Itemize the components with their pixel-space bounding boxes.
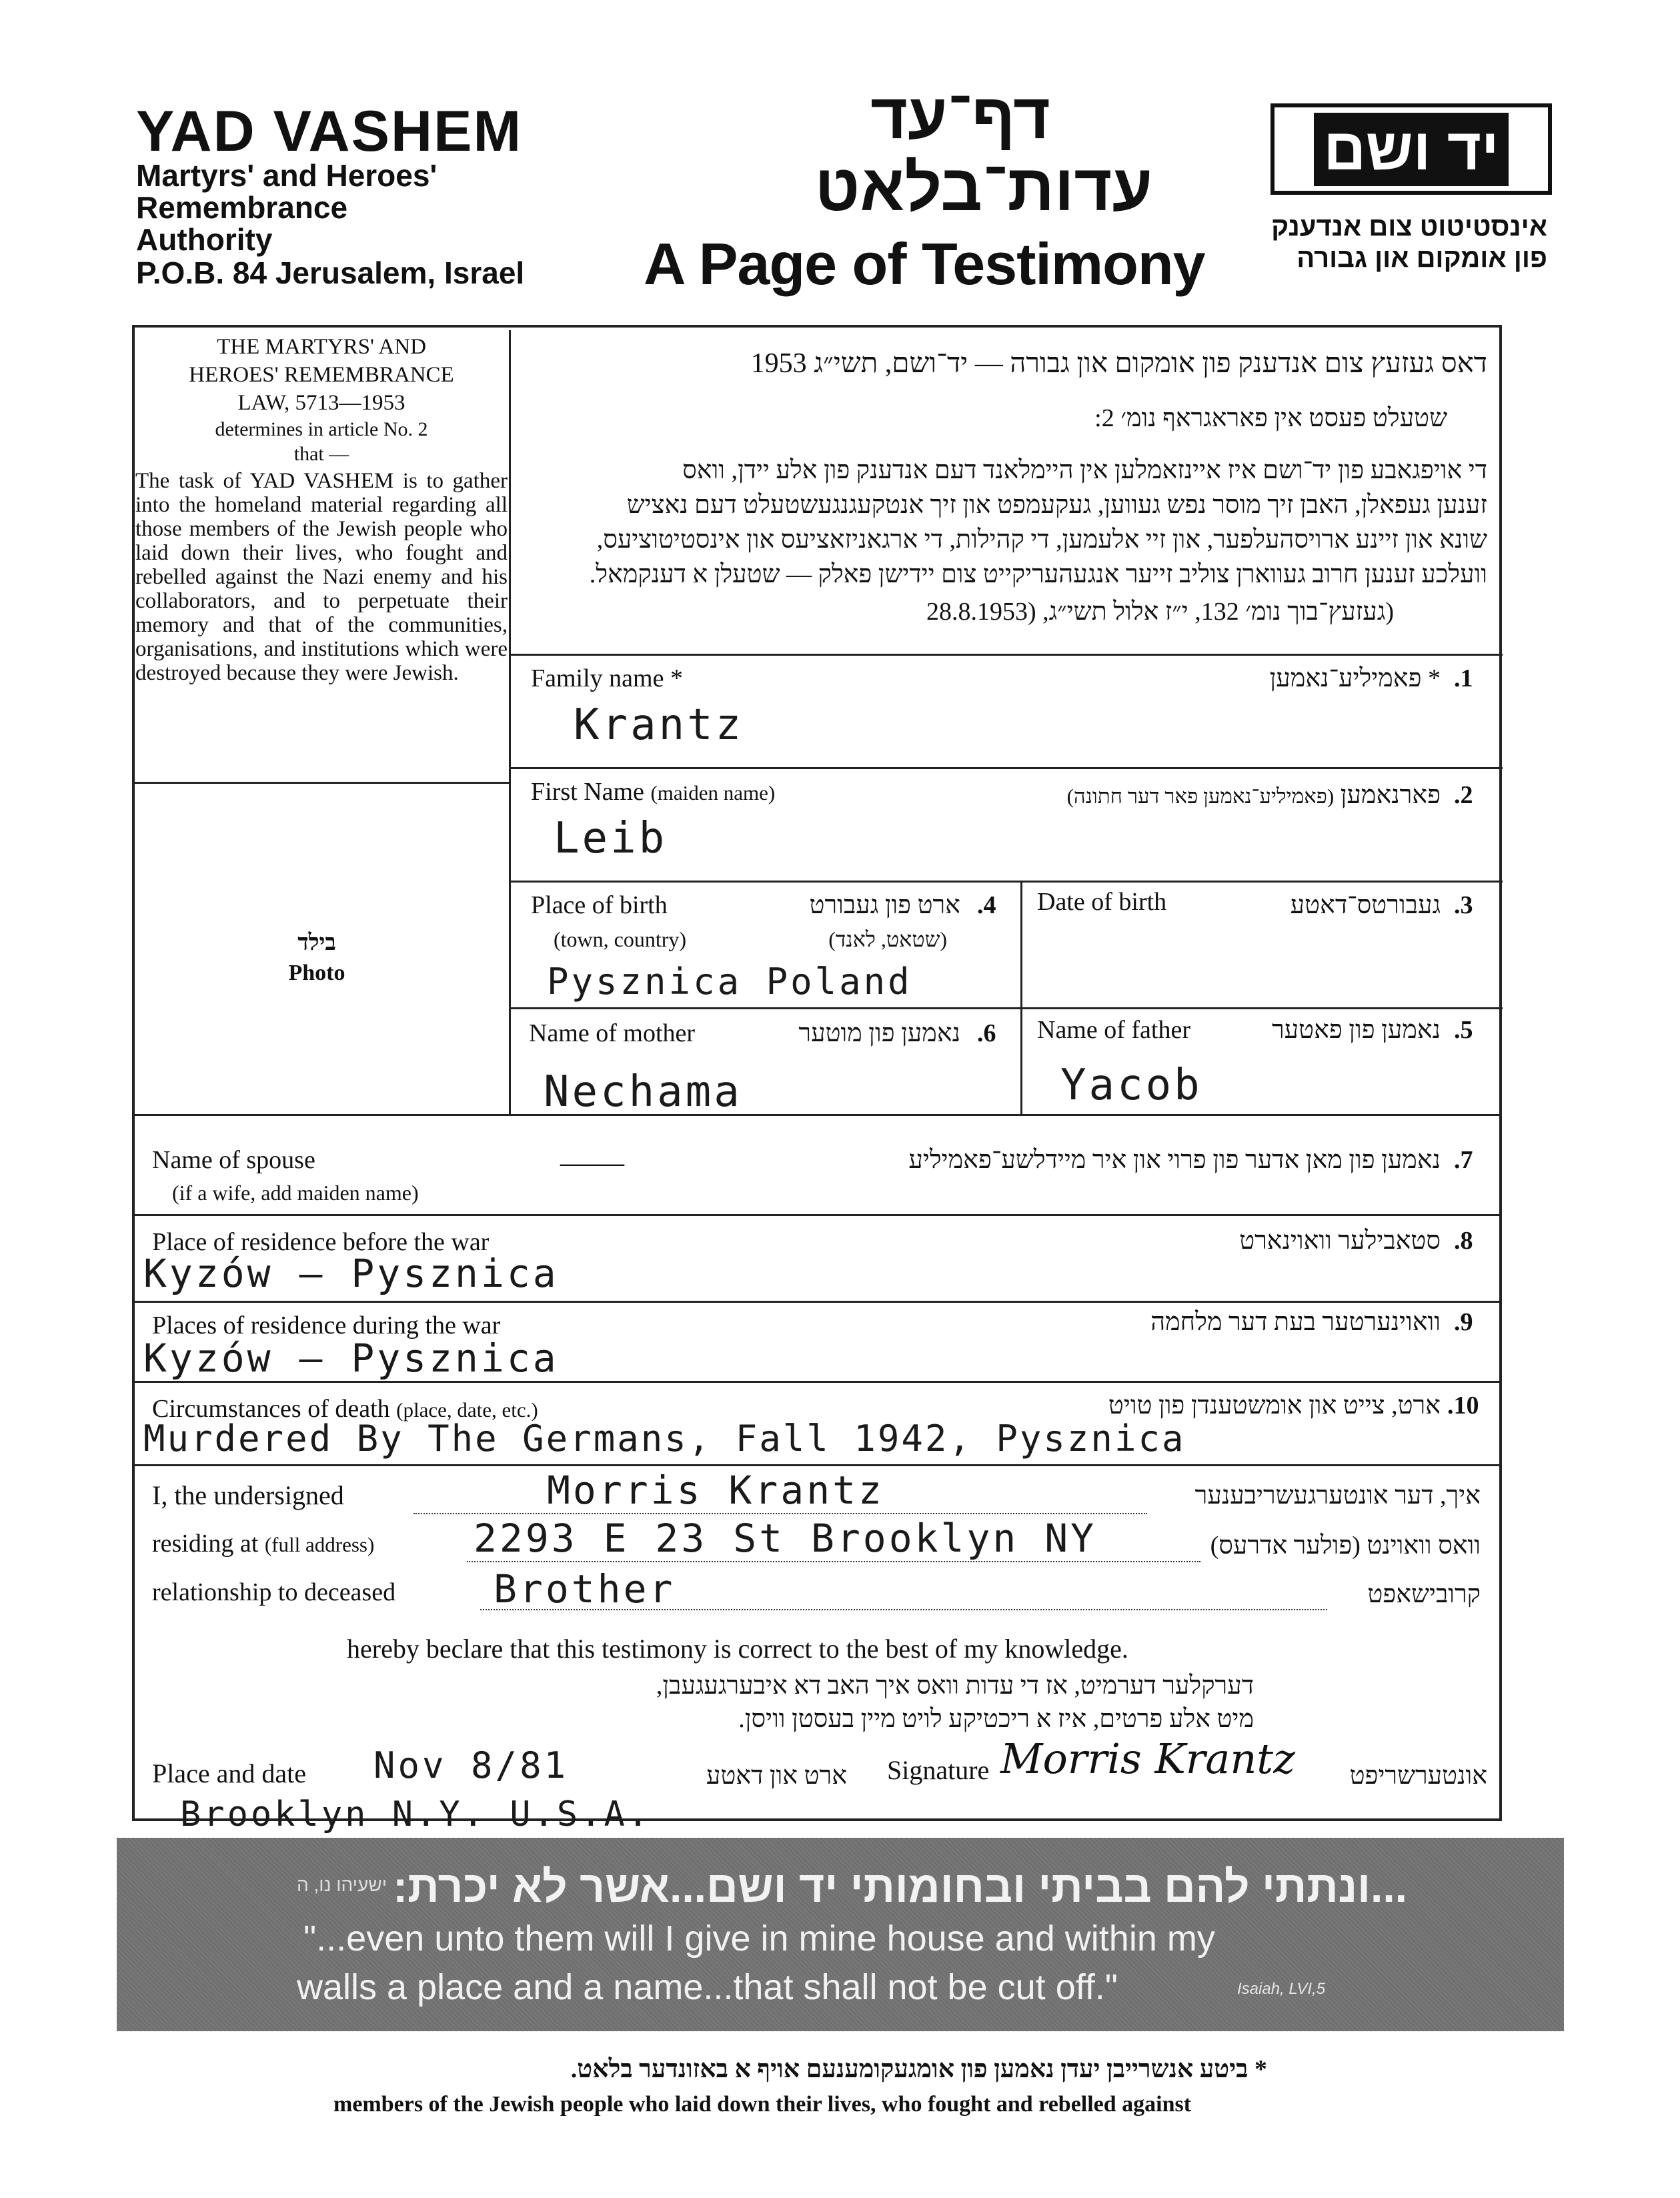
relationship-label-yiddish: קרובישאפט bbox=[1367, 1580, 1481, 1608]
page-title: A Page of Testimony bbox=[644, 231, 1205, 297]
place-of-birth-note-yiddish: (שטאט, לאנד) bbox=[828, 927, 947, 951]
org-line-2: Remembrance bbox=[136, 190, 348, 225]
law-yiddish-3: די אויפגאבע פון יד־ושם איז איינזאמלען אין היימלאנד דעם אנדענק פון אלע יידן, וואס bbox=[682, 456, 1487, 484]
org-title: YAD VASHEM bbox=[136, 99, 523, 163]
footnote-yiddish: * ביטע אנשרייבן יעדן נאמען פון אומגעקומענעם אויף א באזונדער בלאט. bbox=[570, 2055, 1267, 2083]
org-line-1: Martyrs' and Heroes' bbox=[136, 158, 438, 193]
field-number-7: .7 bbox=[1454, 1146, 1473, 1174]
residing-at-label bbox=[152, 1529, 374, 1558]
title-hebrew-2: עדות־בלאט bbox=[814, 151, 1153, 224]
residence-before-war-label: Place of residence before the war bbox=[152, 1228, 490, 1256]
declaration-yiddish-1: דערקלער דערמיט, אז די עדות וואס איך האב דא איבערגעגעבן, bbox=[656, 1672, 1254, 1700]
residing-at-value[interactable]: 2293 E 23 St Brooklyn NY bbox=[474, 1516, 1097, 1561]
field-number-3: .3 bbox=[1454, 891, 1473, 919]
logo-text: יד ושם bbox=[1314, 113, 1508, 186]
first-name-label bbox=[531, 777, 775, 806]
mother-name-value[interactable]: Nechama bbox=[544, 1067, 742, 1117]
field-number-8: .8 bbox=[1454, 1227, 1473, 1255]
first-name-label-text: First Name bbox=[531, 778, 644, 806]
first-name-label-yiddish bbox=[1000, 780, 1441, 810]
law-yiddish-6: וועלכע זענען חרוב געווארן צוליב זייער אנגעהעריקייט צום יידישן פאלק — שטעלן א דענקמאל. bbox=[589, 560, 1487, 588]
father-name-value[interactable]: Yacob bbox=[1060, 1061, 1202, 1110]
field-number-2: .2 bbox=[1454, 781, 1473, 809]
place-of-birth-label-yiddish: ארט פון געבורט bbox=[809, 891, 960, 919]
relationship-label: relationship to deceased bbox=[152, 1578, 396, 1606]
date-value[interactable]: Nov 8/81 bbox=[373, 1744, 569, 1786]
law-yiddish-2: שטעלט פעסט אין פאראגראף נומ׳ 2: bbox=[1094, 404, 1447, 432]
law-yiddish-5: שונא און זיינע ארויסהעלפער, און זיי אלעמען, די קהילות, די ארגאניזאציעס און אינסטיטוציעס, bbox=[596, 526, 1487, 554]
family-name-value[interactable]: Krantz bbox=[574, 700, 744, 750]
place-date-label: Place and date bbox=[152, 1758, 306, 1788]
field-number-1: .1 bbox=[1454, 664, 1473, 692]
banner-hebrew-verse: ...ונתתי להם בביתי ובחומותי יד ושם...אשר לא יכרת: bbox=[393, 1862, 1407, 1911]
divider-row-6 bbox=[132, 1214, 1502, 1216]
field-number-10: .10 bbox=[1447, 1392, 1479, 1420]
field-number-6: .6 bbox=[977, 1019, 996, 1047]
divider-row-1 bbox=[509, 654, 1503, 656]
first-name-value[interactable]: Leib bbox=[554, 814, 668, 863]
residence-during-war-label-yiddish: וואוינערטער בעת דער מלחמה bbox=[1150, 1308, 1441, 1336]
signature-label: Signature bbox=[887, 1755, 990, 1785]
org-line-3: Authority bbox=[136, 222, 273, 257]
divider-row-5 bbox=[132, 1114, 1502, 1116]
yad-vashem-logo bbox=[1271, 103, 1552, 195]
footnote-english: members of the Jewish people who laid down their lives, who fought and rebelled against bbox=[333, 2092, 1192, 2117]
first-name-label-note: (maiden name) bbox=[650, 781, 776, 804]
mother-name-label: Name of mother bbox=[529, 1019, 696, 1047]
declaration-yiddish-2: מיט אלע פרטים, איז א ריכטיקע לויט מיין בעסטן וויסן. bbox=[738, 1705, 1254, 1733]
father-name-label: Name of father bbox=[1037, 1016, 1190, 1044]
divider-row-8 bbox=[132, 1381, 1502, 1383]
place-date-label-yiddish: ארט און דאטע bbox=[706, 1762, 847, 1790]
residing-at-note: (full address) bbox=[264, 1533, 375, 1556]
undersigned-label-yiddish: איך, דער אונטערגעשריבענער bbox=[1194, 1482, 1481, 1510]
divider-row-4 bbox=[509, 1007, 1503, 1009]
spouse-name-label-yiddish: נאמען פון מאן אדער פון פרוי און איר מיידלשע־פאמיליע bbox=[908, 1146, 1441, 1174]
divider-law-photo bbox=[132, 782, 509, 784]
signature-value[interactable]: Morris Krantz bbox=[1000, 1734, 1295, 1783]
place-value[interactable]: Brooklyn N.Y. U.S.A. bbox=[180, 1794, 652, 1834]
law-yiddish-7: (געזעץ־בוך נומ׳ 132, י״ז אלול תשי״ג, (28.8.1953 bbox=[926, 598, 1394, 626]
circumstances-of-death-label-text: Circumstances of death bbox=[152, 1395, 390, 1423]
banner-english-verse-1: "...even unto them will I give in mine house and within my bbox=[303, 1918, 1215, 1959]
field-number-9: .9 bbox=[1454, 1308, 1473, 1336]
photo-label-hebrew: בילד bbox=[297, 931, 336, 955]
undersigned-value[interactable]: Morris Krantz bbox=[547, 1468, 884, 1513]
law-heading-5: that — bbox=[293, 443, 349, 465]
date-of-birth-label-yiddish: געבורטס־דאטע bbox=[1290, 891, 1441, 919]
divider-left-column bbox=[509, 330, 511, 1114]
law-body: The task of YAD VASHEM is to gather into the homeland material regarding all those members of the Jewish people who laid down their lives, who fought and rebelled against the Nazi enemy and his collaborators, and to perpetuate their memory and that of the communities, organisations, and institutions which were destroyed because they were Jewish. bbox=[135, 469, 508, 685]
law-heading-4: determines in article No. 2 bbox=[215, 418, 428, 440]
residing-at-line bbox=[467, 1561, 1200, 1562]
place-of-birth-note: (town, country) bbox=[554, 927, 687, 951]
circumstances-of-death-value[interactable]: Murdered By The Germans, Fall 1942, Pysznica bbox=[143, 1418, 1186, 1460]
circumstances-of-death-label-yiddish: ארט, צייט און אומשטענדן פון טויט bbox=[1108, 1392, 1441, 1420]
law-heading-3: LAW, 5713—1953 bbox=[237, 391, 405, 415]
field-number-5: .5 bbox=[1454, 1016, 1473, 1044]
divider-row-7 bbox=[132, 1301, 1502, 1303]
banner-hebrew-reference: ישעיהו נו, ה bbox=[297, 1874, 387, 1895]
undersigned-label: I, the undersigned bbox=[152, 1480, 344, 1510]
photo-label: Photo bbox=[288, 961, 345, 985]
law-heading-2: HEROES' REMEMBRANCE bbox=[189, 363, 454, 387]
family-name-label: Family name * bbox=[531, 664, 683, 692]
divider-row-9 bbox=[132, 1464, 1502, 1466]
declaration-text: hereby beclare that this testimony is correct to the best of my knowledge. bbox=[347, 1634, 1128, 1664]
org-line-4: P.O.B. 84 Jerusalem, Israel bbox=[136, 255, 525, 290]
field-number-4: .4 bbox=[977, 891, 996, 919]
logo-subtitle-2: פון אומקום און גבורה bbox=[1297, 243, 1547, 273]
banner-reference: Isaiah, LVI,5 bbox=[1237, 1980, 1326, 1998]
mother-name-label-yiddish: נאמען פון מוטער bbox=[798, 1019, 960, 1047]
law-excerpt bbox=[135, 330, 508, 685]
divider-middle bbox=[1020, 881, 1022, 1114]
place-of-birth-value[interactable]: Pysznica Poland bbox=[547, 961, 912, 1003]
place-of-birth-label: Place of birth bbox=[531, 891, 668, 919]
signature-label-yiddish: אונטערשריפט bbox=[1349, 1762, 1487, 1790]
first-name-label-yiddish-note: (פאמיליע־נאמען פאר דער חתונה) bbox=[1066, 784, 1335, 808]
relationship-value[interactable]: Brother bbox=[494, 1566, 676, 1612]
divider-row-3 bbox=[509, 881, 1503, 883]
residence-before-war-label-yiddish: סטאבילער וואוינארט bbox=[1239, 1227, 1441, 1255]
law-yiddish-1: דאס געזעץ צום אנדענק פון אומקום און גבורה — יד־ושם, תשי״ג 1953 bbox=[750, 348, 1487, 379]
date-of-birth-label: Date of birth bbox=[1037, 888, 1167, 916]
residing-at-label-text: residing at bbox=[152, 1530, 259, 1558]
spouse-name-value[interactable]: —— bbox=[560, 1145, 624, 1180]
law-yiddish-4: זענען געפאלן, האבן זיך מוסר נפש געווען, געקעמפט און זיך אנטקעגנגעשטעלט דעם נאציש bbox=[626, 491, 1487, 519]
family-name-label-yiddish: * פאמיליע־נאמען bbox=[1269, 664, 1441, 692]
undersigned-line bbox=[413, 1513, 1147, 1514]
residence-before-war-value[interactable]: Kyzów – Pysznica bbox=[143, 1251, 559, 1296]
law-heading-1: THE MARTYRS' AND bbox=[217, 335, 426, 359]
first-name-label-yiddish-text: פארנאמען bbox=[1340, 781, 1441, 809]
spouse-name-label: Name of spouse bbox=[152, 1146, 315, 1174]
father-name-label-yiddish: נאמען פון פאטער bbox=[1271, 1016, 1441, 1044]
circumstances-of-death-note: (place, date, etc.) bbox=[396, 1398, 538, 1422]
residence-during-war-label: Places of residence during the war bbox=[152, 1311, 501, 1339]
residence-during-war-value[interactable]: Kyzów – Pysznica bbox=[143, 1335, 559, 1381]
spouse-name-note: (if a wife, add maiden name) bbox=[172, 1181, 419, 1205]
title-hebrew-1: דף־עד bbox=[870, 81, 1050, 152]
banner-english-verse-2: walls a place and a name...that shall not be cut off." bbox=[297, 1967, 1118, 2007]
divider-row-2 bbox=[509, 767, 1503, 769]
logo-subtitle-1: אינסטיטוט צום אנדענק bbox=[1271, 212, 1547, 241]
residing-at-label-yiddish: וואס וואוינט (פולער אדרעס) bbox=[1210, 1532, 1481, 1560]
